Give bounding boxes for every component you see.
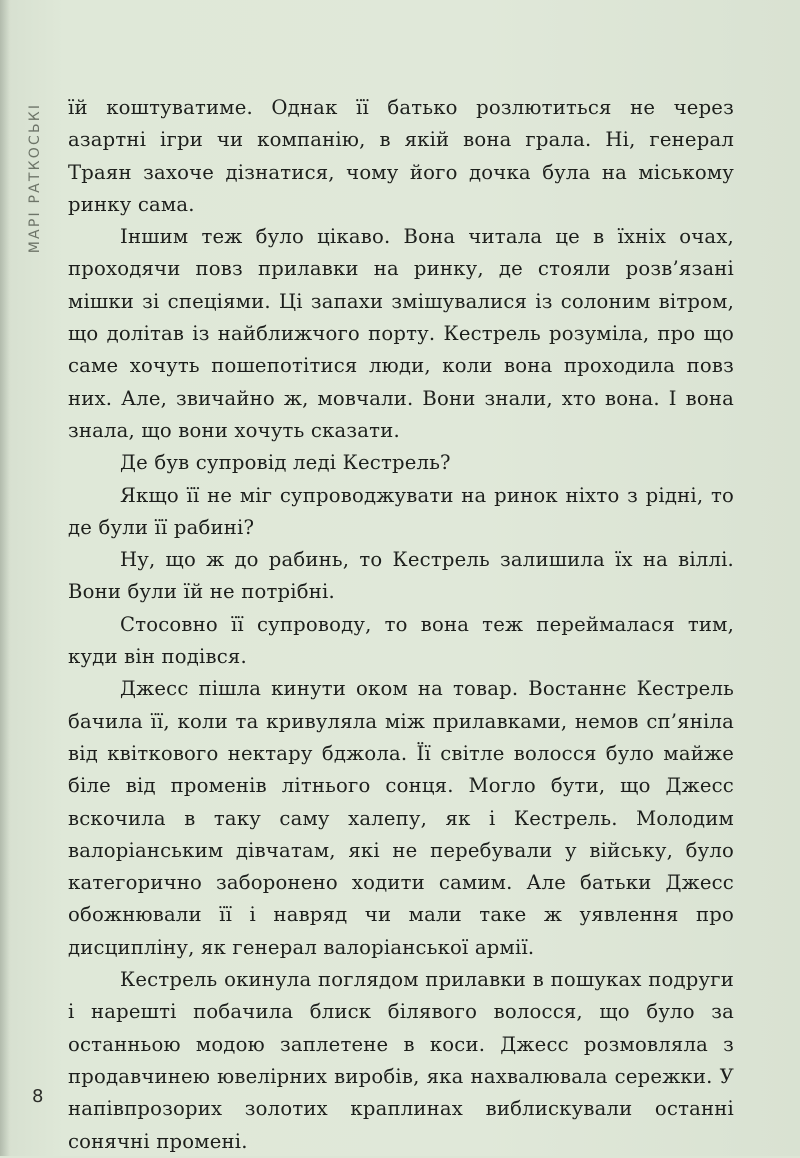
page-gutter-shadow: [0, 0, 10, 1156]
paragraph-6: Стосовно її супроводу, то вона теж переймалася тим, куди він подівся.: [68, 612, 734, 669]
paragraph-4: Якщо її не міг супроводжувати на ринок ніхто з рідні, то де були її рабині?: [68, 483, 734, 539]
body-text: [68, 92, 734, 1158]
paragraph-3: Де був супровід леді Кестрель?: [120, 451, 451, 475]
page-number: 8: [32, 1086, 44, 1107]
paragraph-8: Кестрель окинула поглядом прилавки в пошуках подруги і нарешті побачила блиск білявого волосся, що було за останньою модою заплетене в коси. Джесс розмовляла з продавчинею ювелірних виробів, яка нахвалювала сережки. У напівпрозорих золотих краплинах виблискували останні сонячні промені.: [68, 968, 734, 1153]
running-head: [20, 88, 50, 268]
paragraph-5: Ну, що ж до рабинь, то Кестрель залишила їх на віллі. Вони були їй не потрібні.: [68, 548, 734, 604]
author-name: МАРІ РАТКОСЬКІ: [27, 102, 43, 254]
paragraph-7: Джесс пішла кинути оком на товар. Востаннє Кестрель бачила її, коли та кривуляла між прилавками, немов сп’яніла від квіткового нектару бджола. Її світле волосся було майже біле від променів літнього сонця. Могло бути, що Джесс вскочила в таку саму халепу, як і Кестрель. Молодим валоріанським дівчатам, які не перебували у війську, було категорично заборонено ходити самим. Але батьки Джесс обожнювали її і навряд чи мали таке ж уявлення про дисципліну, як генерал валоріанської армії.: [68, 677, 734, 959]
paragraph-2: Іншим теж було цікаво. Вона читала це в їхніх очах, проходячи повз прилавки на ринку, де стояли розв’язані мішки зі спеціями. Ці запахи змішувалися із солоним вітром, що долітав із найближчого порту. Кестрель розуміла, про що саме хочуть пошепотітися люди, коли вона проходила повз них. Але, звичайно ж, мовчали. Вони знали, хто вона. І вона знала, що вони хочуть сказати.: [68, 225, 734, 442]
paragraph-1: їй коштуватиме. Однак її батько розлютиться не через азартні ігри чи компанію, в якій вона грала. Ні, генерал Траян захоче дізнатися, чому його дочка була на міському ринку сама.: [68, 96, 734, 216]
